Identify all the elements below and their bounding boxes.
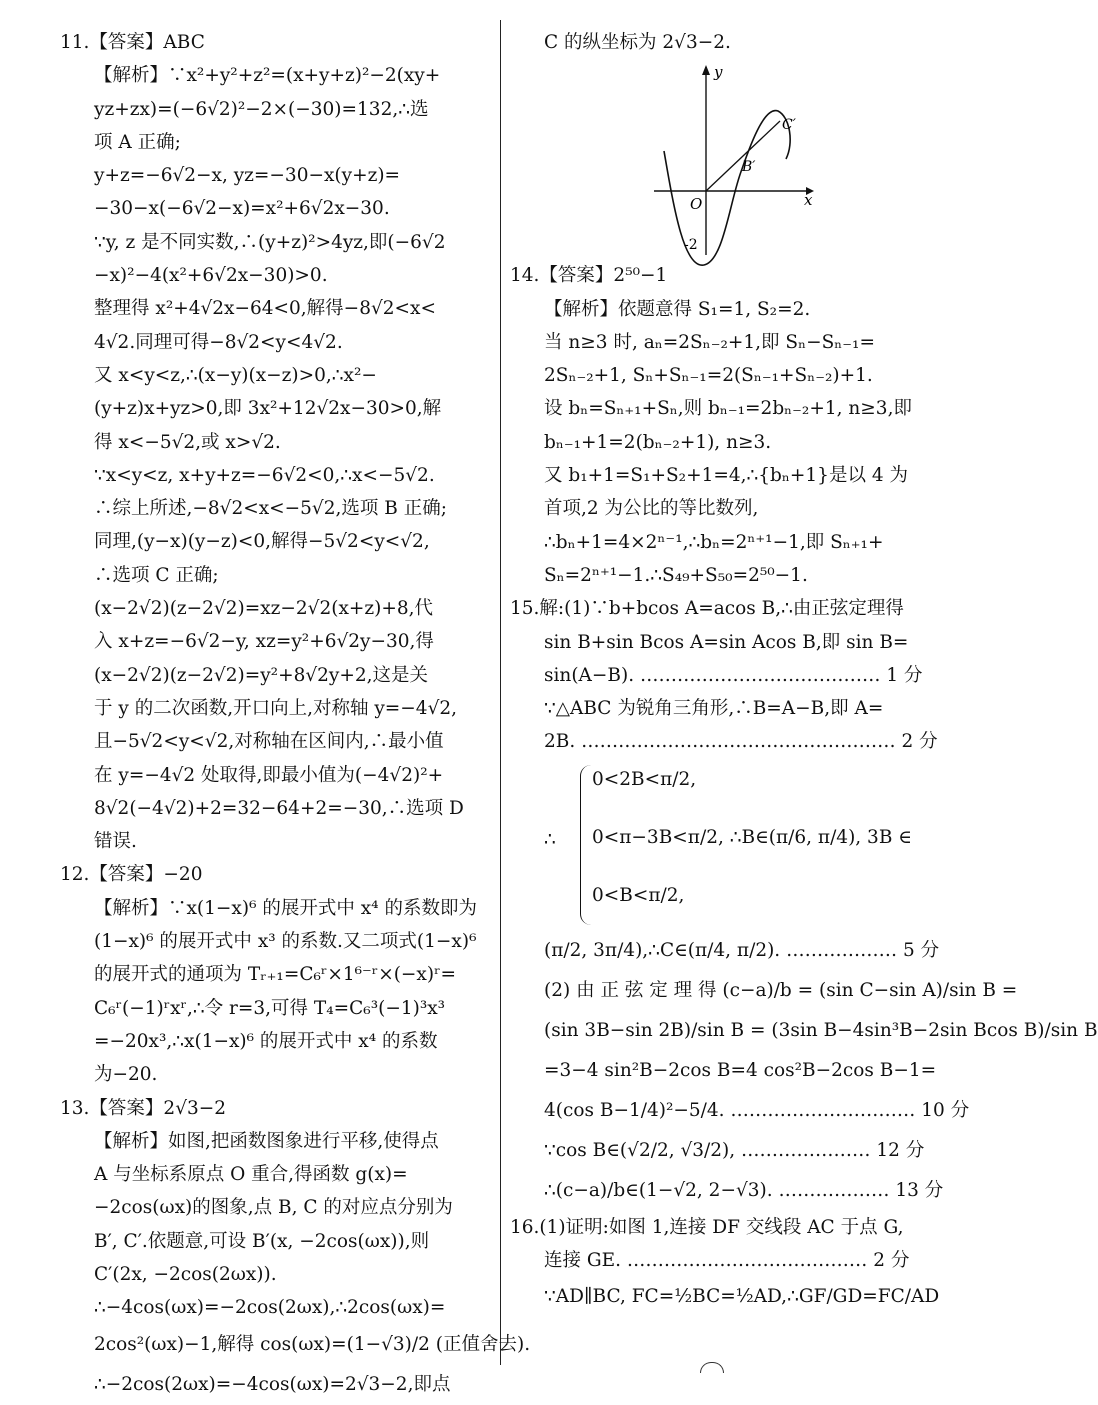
graph-minus2-label: -2 — [684, 237, 698, 254]
system-brace — [580, 765, 591, 925]
left-lines-line: 为−20. — [94, 1064, 158, 1086]
column-divider — [500, 20, 501, 1365]
left-lines-line: ∴综上所述,−8√2<x<−5√2,选项 B 正确; — [94, 498, 447, 520]
right-bottom-line: ∴(c−a)/b∈(1−√2, 2−√3). ……………… 13 分 — [544, 1179, 944, 1201]
left-lines-line: 的展开式的通项为 Tᵣ₊₁=C₆ʳ×1⁶⁻ʳ×(−x)ʳ= — [94, 964, 456, 986]
left-lines-line: 2cos²(ωx)−1,解得 cos(ωx)=(1−√3)/2 (正值舍去). — [94, 1333, 531, 1355]
left-lines-line: ∴−2cos(2ωx)=−4cos(ωx)=2√3−2,即点 — [94, 1373, 451, 1395]
graph-svg — [654, 59, 824, 257]
right-mid-line: 当 n≥3 时, aₙ=2Sₙ₋₂+1,即 Sₙ−Sₙ₋₁= — [544, 331, 875, 353]
right-column — [510, 26, 1098, 1317]
left-lines-line: 得 x<−5√2,或 x>√2. — [94, 431, 281, 453]
left-column — [60, 26, 531, 1405]
left-lines-line: −2cos(ωx)的图象,点 B, C 的对应点分别为 — [94, 1197, 453, 1219]
right-mid-line: 2B. …………………………………………… 2 分 — [544, 731, 938, 753]
right-top-line: C 的纵坐标为 2√3−2. — [544, 32, 731, 53]
right-mid-line: 【解析】依题意得 S₁=1, S₂=2. — [544, 298, 811, 320]
left-lines-line: 又 x<y<z,∴(x−y)(x−z)>0,∴x²− — [94, 364, 377, 386]
left-lines-line: −30−x(−6√2−x)=x²+6√2x−30. — [94, 198, 390, 220]
cosine-graph — [510, 59, 938, 259]
left-lines-line: 【解析】∵x²+y²+z²=(x+y+z)²−2(xy+ — [94, 65, 441, 87]
right-bottom-line: 16.(1)证明:如图 1,连接 DF 交线段 AC 于点 G, — [510, 1216, 904, 1238]
left-lines-line: ∵y, z 是不同实数,∴(y+z)²>4yz,即(−6√2 — [94, 231, 446, 253]
right-mid-line: ∴bₙ+1=4×2ⁿ⁻¹,∴bₙ=2ⁿ⁺¹−1,即 Sₙ₊₁+ — [544, 531, 884, 553]
left-lines-line: 在 y=−4√2 处取得,即最小值为(−4√2)²+ — [94, 764, 444, 786]
right-mid-line: 15.解:(1)∵b+bcos A=acos B,∴由正弦定理得 — [510, 598, 904, 620]
right-bottom-line: 4(cos B−1/4)²−5/4. ………………………… 10 分 — [544, 1099, 970, 1121]
right-mid-line: sin B+sin Bcos A=sin Acos B,即 sin B= — [544, 631, 909, 653]
left-lines-line: (y+z)x+yz>0,即 3x²+12√2x−30>0,解 — [94, 398, 442, 420]
right-bottom-line: (2) 由 正 弦 定 理 得 (c−a)/b = (sin C−sin A)/sin B = — [544, 979, 1018, 1001]
left-lines-line: 【解析】∵x(1−x)⁶ 的展开式中 x⁴ 的系数即为 — [94, 897, 477, 919]
left-lines-line: 项 A 正确; — [94, 131, 181, 153]
right-bottom-line: (π/2, 3π/4),∴C∈(π/4, π/2). ……………… 5 分 — [544, 939, 940, 961]
right-bottom-line: ∵AD∥BC, FC=½BC=½AD,∴GF/GD=FC/AD — [544, 1286, 940, 1308]
system-row-2: 0<π−3B<π/2, ∴B∈(π/6, π/4), 3B ∈ — [592, 826, 913, 848]
right-mid-line: Sₙ=2ⁿ⁺¹−1.∴S₄₉+S₅₀=2⁵⁰−1. — [544, 564, 808, 586]
therefore-symbol: ∴ — [544, 828, 556, 850]
right-mid-line: bₙ₋₁+1=2(bₙ₋₂+1), n≥3. — [544, 431, 772, 453]
left-lines-line: (1−x)⁶ 的展开式中 x³ 的系数.又二项式(1−x)⁶ — [94, 931, 477, 953]
left-lines-line: 4√2.同理可得−8√2<y<4√2. — [94, 331, 343, 353]
right-mid-line: 设 bₙ=Sₙ₊₁+Sₙ,则 bₙ₋₁=2bₙ₋₂+1, n≥3,即 — [544, 398, 912, 420]
left-lines-line: 8√2(−4√2)+2=32−64+2=−30,∴选项 D — [94, 797, 464, 819]
left-lines-line: C′(2x, −2cos(2ωx)). — [94, 1263, 277, 1285]
left-lines-line: 11.【答案】ABC — [60, 32, 205, 53]
right-mid-line: ∵△ABC 为锐角三角形,∴B=A−B,即 A= — [544, 698, 884, 720]
left-lines-line: A 与坐标系原点 O 重合,得函数 g(x)= — [94, 1164, 408, 1186]
left-lines-line: −x)²−4(x²+6√2x−30)>0. — [94, 265, 328, 287]
left-lines-line: 同理,(y−x)(y−z)<0,解得−5√2<y<√2, — [94, 531, 430, 553]
right-mid-line: 首项,2 为公比的等比数列, — [544, 498, 759, 520]
graph-x-label: x — [804, 191, 813, 210]
graph-c-label: C′ — [782, 117, 796, 134]
system-row-1: 0<2B<π/2, — [592, 768, 697, 790]
left-lines-line: 入 x+z=−6√2−y, xz=y²+6√2y−30,得 — [94, 631, 434, 653]
left-lines-line: 13.【答案】2√3−2 — [60, 1097, 227, 1119]
left-lines-line: 错误. — [94, 831, 137, 853]
system-row-3: 0<B<π/2, — [592, 884, 685, 906]
right-mid-line: 又 b₁+1=S₁+S₂+1=4,∴{bₙ+1}是以 4 为 — [544, 465, 908, 487]
right-mid-line: sin(A−B). ………………………………… 1 分 — [544, 664, 923, 686]
page-footer-mark — [700, 1362, 724, 1373]
right-mid-line: 14.【答案】2⁵⁰−1 — [510, 265, 668, 287]
right-bottom-line: 连接 GE. ………………………………… 2 分 — [544, 1250, 910, 1272]
left-lines-line: =−20x³,∴x(1−x)⁶ 的展开式中 x⁴ 的系数 — [94, 1030, 438, 1052]
graph-origin-label: O — [690, 195, 703, 214]
right-bottom-line: =3−4 sin²B−2cos B=4 cos²B−2cos B−1= — [544, 1059, 937, 1081]
graph-b-label: B′ — [742, 159, 756, 176]
left-lines-line: 于 y 的二次函数,开口向上,对称轴 y=−4√2, — [94, 697, 458, 719]
inequality-system — [510, 759, 938, 931]
left-lines-line: (x−2√2)(z−2√2)=xz−2√2(x+z)+8,代 — [94, 598, 433, 620]
right-mid-line: 2Sₙ₋₂+1, Sₙ+Sₙ₋₁=2(Sₙ₋₁+Sₙ₋₂)+1. — [544, 365, 873, 387]
left-lines-line: 整理得 x²+4√2x−64<0,解得−8√2<x< — [94, 298, 436, 320]
left-lines-line: y+z=−6√2−x, yz=−30−x(y+z)= — [94, 165, 401, 187]
left-lines-line: ∵x<y<z, x+y+z=−6√2<0,∴x<−5√2. — [94, 464, 435, 486]
left-lines-line: 12.【答案】−20 — [60, 864, 203, 886]
left-lines-line: yz+zx)=(−6√2)²−2×(−30)=132,∴选 — [94, 98, 429, 120]
graph-y-label: y — [714, 63, 723, 82]
left-lines-line: C₆ʳ(−1)ʳxʳ,∴令 r=3,可得 T₄=C₆³(−1)³x³ — [94, 997, 446, 1019]
left-lines-line: B′, C′.依题意,可设 B′(x, −2cos(ωx)),则 — [94, 1230, 430, 1252]
left-lines-line: 【解析】如图,把函数图象进行平移,使得点 — [94, 1130, 439, 1152]
left-lines-line: ∴选项 C 正确; — [94, 564, 219, 586]
left-lines-line: ∴−4cos(ωx)=−2cos(2ωx),∴2cos(ωx)= — [94, 1297, 446, 1319]
left-lines-line: 且−5√2<y<√2,对称轴在区间内,∴最小值 — [94, 731, 444, 753]
right-bottom-line: (sin 3B−sin 2B)/sin B = (3sin B−4sin³B−2sin Bcos B)/sin B — [544, 1019, 1098, 1041]
left-lines-line: (x−2√2)(z−2√2)=y²+8√2y+2,这是关 — [94, 664, 429, 686]
right-bottom-line: ∵cos B∈(√2/2, √3/2), ………………… 12 分 — [544, 1139, 925, 1161]
